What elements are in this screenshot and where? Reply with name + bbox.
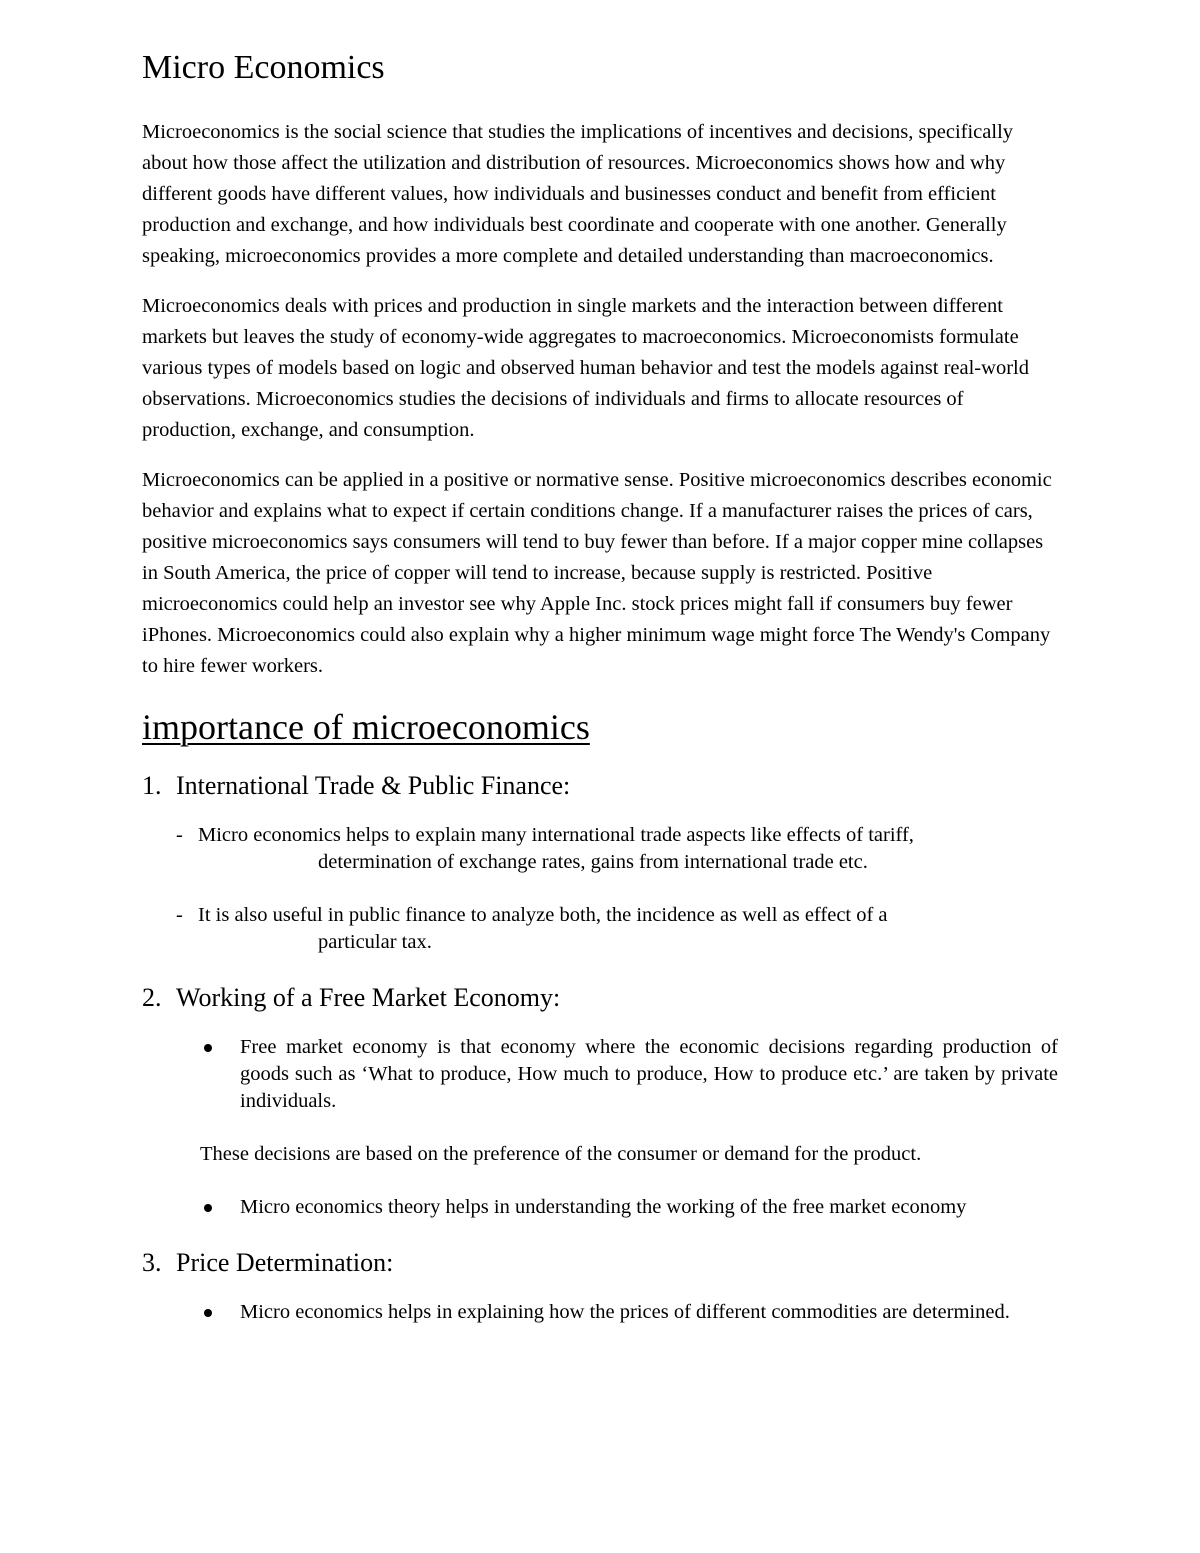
list-item-text: Micro economics helps in explaining how the prices of different commodities are determined. [240, 1301, 1010, 1323]
dash-marker: - [176, 824, 183, 846]
list-item [200, 1299, 1058, 1326]
list-item-text: Micro economics helps to explain many international trade aspects like effects of tariff, [198, 824, 914, 846]
bullet-icon [204, 1044, 212, 1052]
paragraph-scope: Microeconomics deals with prices and production in single markets and the interaction between different markets but leaves the study of economy-wide aggregates to macroeconomics. Microeconomists formulate various types of models based on logic and observed human behavior and test the models against real-world observations. Microeconomics studies the decisions of individuals and firms to allocate resources of production, exchange, and consumption. [142, 295, 1029, 441]
list-item-text: Micro economics theory helps in understanding the working of the free market economy [240, 1196, 967, 1218]
section-heading-trade-finance [142, 770, 1058, 802]
document-page [142, 48, 1058, 1352]
paragraph-positive-normative: Microeconomics can be applied in a positive or normative sense. Positive microeconomics describes economic behavior and explains what to expect if certain conditions change. If a manufacturer raises the prices of cars, positive microeconomics says consumers will tend to buy fewer than before. If a major copper mine collapses in South America, the price of copper will tend to increase, because supply is restricted. Positive microeconomics could help an investor see why Apple Inc. stock prices might fall if consumers buy fewer iPhones. Microeconomics could also explain why a higher minimum wage might force The Wendy's Company to hire fewer workers. [142, 469, 1052, 677]
list-item [176, 822, 1058, 876]
section-number: 1. [142, 771, 162, 800]
list-item [176, 902, 1058, 956]
list-item-continuation: determination of exchange rates, gains from international trade etc. [318, 851, 868, 873]
section-heading-free-market [142, 982, 1058, 1014]
list-item-text: It is also useful in public finance to analyze both, the incidence as well as effect of a [198, 904, 888, 926]
section-number: 3. [142, 1248, 162, 1277]
list-item-continuation: particular tax. [318, 931, 432, 953]
list-item-text: Free market economy is that economy where the economic decisions regarding production of goods such as ‘What to produce, How much to produce, How to produce etc.’ are taken by private individuals. [240, 1036, 1058, 1112]
importance-heading: importance of microeconomics [142, 707, 590, 747]
bullet-icon [204, 1204, 212, 1212]
section-title: Price Determination: [176, 1248, 394, 1277]
section-number: 2. [142, 983, 162, 1012]
list-item [200, 1034, 1058, 1115]
list-item [200, 1194, 1058, 1221]
section-title: International Trade & Public Finance: [176, 771, 571, 800]
dash-marker: - [176, 904, 183, 926]
paragraph-definition: Microeconomics is the social science that studies the implications of incentives and decisions, specifically about how those affect the utilization and distribution of resources. Microeconomics shows how and why different goods have different values, how individuals and businesses conduct and benefit from efficient production and exchange, and how individuals best coordinate and cooperate with one another. Generally speaking, microeconomics provides a more complete and detailed understanding than macroeconomics. [142, 121, 1014, 267]
free-market-note: These decisions are based on the preference of the consumer or demand for the product. [200, 1143, 922, 1165]
bullet-icon [204, 1309, 212, 1317]
page-title: Micro Economics [142, 49, 385, 86]
section-title: Working of a Free Market Economy: [176, 983, 561, 1012]
section-heading-price-determination [142, 1247, 1058, 1279]
